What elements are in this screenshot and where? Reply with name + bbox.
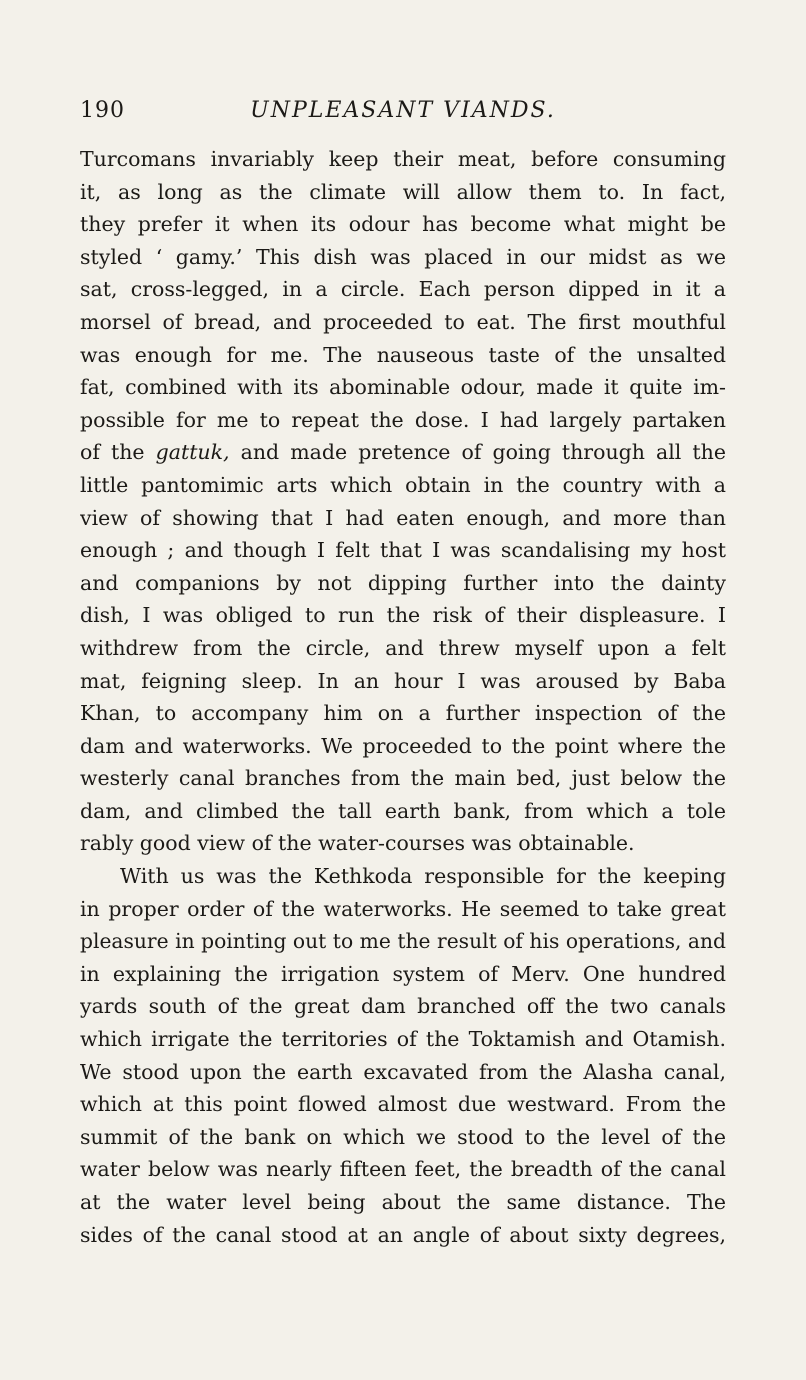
text-line: dish, I was obliged to run the risk of their displeasure. I	[80, 603, 726, 628]
text-run: and made pretence of going through all the	[229, 440, 726, 465]
text-line: sides of the canal stood at an angle of about sixty degrees,	[80, 1222, 726, 1247]
page-header	[80, 98, 726, 130]
text-line: We stood upon the earth excavated from the Alasha canal,	[80, 1059, 726, 1084]
text-line: it, as long as the climate will allow them to. In fact,	[80, 179, 726, 204]
paragraph-start-line: With us was the Kethkoda responsible for the keeping	[120, 864, 726, 889]
paragraph-end-line: rably good view of the water-courses was obtainable.	[80, 831, 635, 856]
text-line: westerly canal branches from the main bed, just below the	[80, 766, 726, 791]
text-run: of the	[80, 440, 156, 465]
text-line: sat, cross-legged, in a circle. Each person dipped in it a	[80, 277, 726, 302]
text-line: enough ; and though I felt that I was scandalising my host	[80, 538, 726, 563]
text-line: Khan, to accompany him on a further inspection of the	[80, 701, 726, 726]
text-line: fat, combined with its abominable odour, made it quite im-	[80, 375, 726, 400]
text-line: water below was nearly fifteen feet, the breadth of the canal	[80, 1157, 726, 1182]
text-line: and companions by not dipping further into the dainty	[80, 570, 726, 595]
text-line: little pantomimic arts which obtain in the country with a	[80, 472, 726, 497]
body-text	[80, 143, 726, 1251]
text-line: morsel of bread, and proceeded to eat. The first mouthful	[80, 309, 726, 334]
text-line: dam and waterworks. We proceeded to the point where the	[80, 733, 726, 758]
text-line: they prefer it when its odour has become what might be	[80, 212, 726, 237]
text-line: possible for me to repeat the dose. I had largely partaken	[80, 407, 726, 432]
text-line	[80, 436, 726, 469]
italic-term: gattuk,	[155, 440, 230, 465]
text-line: at the water level being about the same distance. The	[80, 1190, 726, 1214]
text-line: in explaining the irrigation system of Merv. One hundred	[80, 961, 726, 986]
text-line: was enough for me. The nauseous taste of the unsalted	[80, 342, 726, 367]
text-line: yards south of the great dam branched off the two canals	[80, 994, 726, 1019]
text-line: dam, and climbed the tall earth bank, from which a tole	[80, 798, 726, 823]
text-line: styled ‘ gamy.’ This dish was placed in our midst as we	[80, 244, 726, 269]
text-line: which at this point flowed almost due westward. From the	[80, 1092, 726, 1117]
text-line: pleasure in pointing out to me the result of his operations, and	[80, 929, 726, 954]
page-number: 190	[80, 98, 125, 123]
text-line: withdrew from the circle, and threw myself upon a felt	[80, 635, 726, 660]
text-line: which irrigate the territories of the Toktamish and Otamish.	[80, 1027, 726, 1052]
text-line: summit of the bank on which we stood to the level of the	[80, 1124, 726, 1149]
running-title: UNPLEASANT VIANDS.	[250, 98, 556, 123]
text-line: Turcomans invariably keep their meat, before consuming	[80, 147, 726, 171]
text-line: in proper order of the waterworks. He seemed to take great	[80, 896, 726, 921]
text-line: mat, feigning sleep. In an hour I was aroused by Baba	[80, 668, 726, 693]
text-line: view of showing that I had eaten enough, and more than	[80, 505, 726, 530]
